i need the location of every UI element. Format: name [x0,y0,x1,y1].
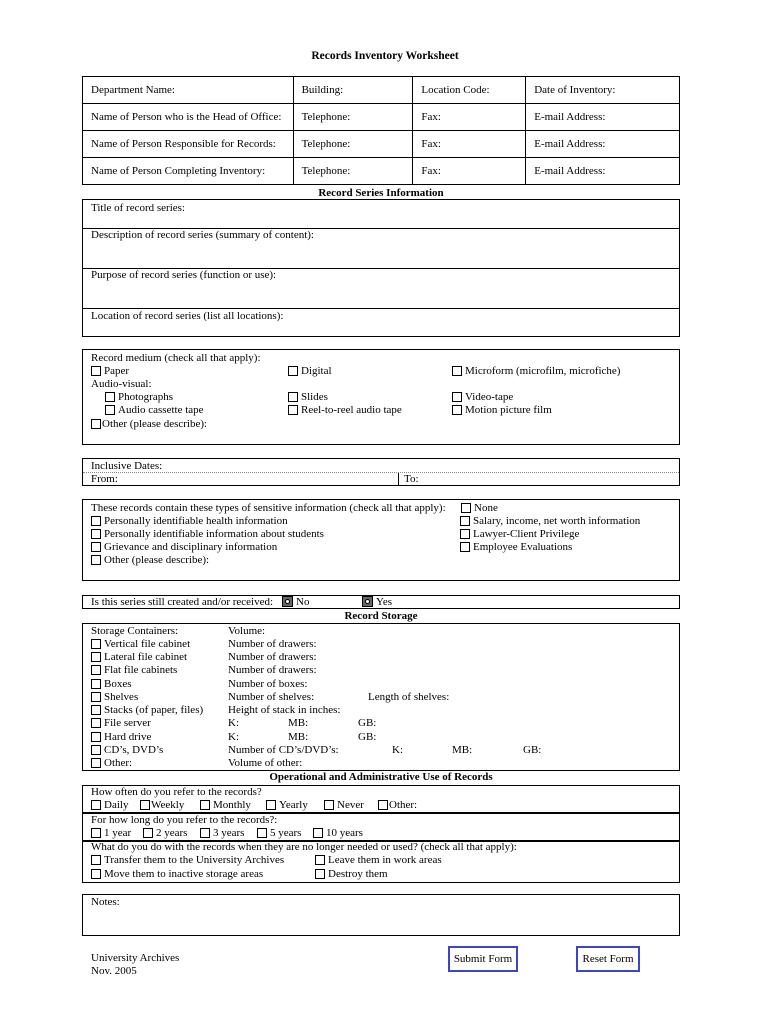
how-often-label: How often do you refer to the records? [91,786,262,798]
sensitive-salary-label: Salary, income, net worth information [473,515,641,527]
checkbox[interactable] [313,828,323,838]
checkbox[interactable] [91,665,101,675]
medium-reel-to-reel[interactable] [288,404,402,417]
storage-boxes[interactable] [91,678,132,691]
storage-volume-field[interactable]: Number of shelves: [228,691,315,703]
sensitive-health-label: Personally identifiable health information [104,515,288,527]
storage-container-label: Other: [104,757,133,769]
table-row [83,131,680,158]
checkbox[interactable] [324,800,334,810]
storage-cds-dvds[interactable] [91,744,163,757]
department-name-field[interactable]: Department Name: [83,77,294,104]
destroy-them[interactable] [315,868,388,881]
checkbox[interactable] [91,555,101,565]
checkbox[interactable] [91,529,101,539]
leave-in-work-areas[interactable] [315,854,442,867]
option-label: Monthly [213,799,251,811]
medium-slides[interactable] [288,391,328,404]
sensitive-students[interactable] [91,528,324,541]
storage-volume-field[interactable]: Volume of other: [228,757,303,769]
option-label: Other: [389,799,418,811]
checkbox[interactable] [140,800,150,810]
location-of-series-field[interactable]: Location of record series (list all locations): [91,310,284,322]
option-label: Leave them in work areas [328,854,442,866]
building-field[interactable]: Building: [293,77,413,104]
storage-volume-field[interactable]: Number of drawers: [228,651,317,663]
checkbox[interactable] [266,800,276,810]
storage-container-label: Boxes [104,678,132,690]
radio-button[interactable] [282,596,293,607]
checkbox[interactable] [257,828,267,838]
option-label: 5 years [270,827,302,839]
no-longer-needed-label: What do you do with the records when they are no longer needed or used? (check all that apply): [91,841,517,853]
medium-other[interactable] [91,418,207,431]
sensitive-other[interactable] [91,554,209,567]
checkbox[interactable] [288,405,298,415]
storage-lateral-file-cabinet[interactable] [91,651,187,664]
option-label: Daily [104,799,129,811]
medium-video-tape-label: Video-tape [465,391,514,403]
location-code-field[interactable]: Location Code: [413,77,526,104]
storage-volume-field[interactable]: Height of stack in inches: [228,704,341,716]
medium-reel-to-reel-label: Reel-to-reel audio tape [301,404,402,416]
notes-label: Notes: [91,896,120,908]
option-label: Yearly [279,799,308,811]
date-of-inventory-field[interactable]: Date of Inventory: [526,77,680,104]
storage-container-label: Flat file cabinets [104,664,178,676]
title-of-series-field[interactable]: Title of record series: [91,202,185,214]
medium-motion-picture[interactable] [452,404,552,417]
storage-stacks[interactable] [91,704,203,717]
checkbox[interactable] [91,705,101,715]
reset-form-button[interactable]: Reset Form [576,946,640,972]
medium-audio-cassette-label: Audio cassette tape [118,404,204,416]
checkbox[interactable] [461,503,471,513]
cds-k-field[interactable]: K: [392,744,403,756]
checkbox[interactable] [91,692,101,702]
sensitive-evaluations[interactable] [460,541,572,554]
inclusive-dates-box [82,458,680,486]
transfer-to-archives[interactable] [91,854,284,867]
still-created-no-label: No [296,596,310,608]
storage-shelves[interactable] [91,691,138,704]
sensitive-info-label: These records contain these types of sensitive information (check all that apply): [91,502,446,514]
contact-info-table [82,76,680,185]
move-to-inactive-storage[interactable] [91,868,263,881]
storage-container-label: CD’s, DVD’s [104,744,164,756]
checkbox[interactable] [200,800,210,810]
option-label: Move them to inactive storage areas [104,868,264,880]
sensitive-none-label: None [474,502,498,514]
checkbox[interactable] [91,419,101,429]
medium-microform[interactable] [452,365,620,378]
completing-email-field[interactable]: E-mail Address: [526,158,680,185]
checkbox[interactable] [315,855,325,865]
checkbox[interactable] [460,542,470,552]
sensitive-lawyer-label: Lawyer-Client Privilege [473,528,580,540]
sensitive-health[interactable] [91,515,288,528]
table-row [83,158,680,185]
medium-photographs-label: Photographs [118,391,173,403]
storage-container-label: Lateral file cabinet [104,651,188,663]
medium-digital-label: Digital [301,365,332,377]
divider [83,308,679,309]
divider [398,472,399,485]
notes-box[interactable] [82,894,680,936]
checkbox[interactable] [460,529,470,539]
sensitive-grievance-label: Grievance and disciplinary information [104,541,278,553]
checkbox[interactable] [452,366,462,376]
checkbox[interactable] [452,405,462,415]
storage-volume-field[interactable]: Number of CD’s/DVD’s: [228,744,339,756]
sensitive-students-label: Personally identifiable information about students [104,528,324,540]
checkbox[interactable] [91,366,101,376]
operational-heading: Operational and Administrative Use of Records [269,771,493,783]
checkbox[interactable] [91,542,101,552]
head-fax-field[interactable]: Fax: [413,104,526,131]
file-server-mb-field[interactable]: MB: [288,717,309,729]
checkbox[interactable] [91,718,101,728]
checkbox[interactable] [288,392,298,402]
length-of-shelves-field[interactable]: Length of shelves: [368,691,450,703]
storage-container-label: Stacks (of paper, files) [104,704,204,716]
option-label: 3 years [213,827,245,839]
storage-volume-field[interactable]: Number of drawers: [228,638,317,650]
radio-button[interactable] [362,596,373,607]
still-created-no[interactable] [282,596,309,609]
record-series-heading: Record Series Information [318,187,444,199]
head-of-office-field[interactable]: Name of Person who is the Head of Office: [83,104,294,131]
checkbox[interactable] [105,392,115,402]
storage-volume-field[interactable]: Number of drawers: [228,664,317,676]
storage-containers-label: Storage Containers: [91,625,179,637]
file-server-k-field[interactable]: K: [228,717,239,729]
cds-gb-field[interactable]: GB: [523,744,542,756]
completing-person-field[interactable]: Name of Person Completing Inventory: [83,158,294,185]
medium-video-tape[interactable] [452,391,513,404]
completing-telephone-field[interactable]: Telephone: [293,158,413,185]
sensitive-evaluations-label: Employee Evaluations [473,541,573,553]
how-often-daily[interactable] [91,799,128,812]
footer-date: Nov. 2005 [91,965,137,977]
divider [83,472,679,473]
checkbox[interactable] [91,516,101,526]
how-long-10-years[interactable] [313,827,363,840]
storage-volume-field[interactable]: Number of boxes: [228,678,308,690]
record-medium-label: Record medium (check all that apply): [91,352,261,364]
hard-drive-gb-field[interactable]: GB: [358,731,377,743]
medium-digital[interactable] [288,365,332,378]
checkbox[interactable] [452,392,462,402]
storage-container-label: File server [104,717,151,729]
medium-motion-picture-label: Motion picture film [465,404,552,416]
table-row [83,77,680,104]
head-email-field[interactable]: E-mail Address: [526,104,680,131]
how-often-never[interactable] [324,799,364,812]
responsible-fax-field[interactable]: Fax: [413,131,526,158]
how-long-3-years[interactable] [200,827,244,840]
storage-container-label: Hard drive [104,731,152,743]
sensitive-salary[interactable] [460,515,640,528]
sensitive-lawyer[interactable] [460,528,579,541]
how-often-monthly[interactable] [200,799,251,812]
audio-visual-label: Audio-visual: [91,378,152,390]
file-server-gb-field[interactable]: GB: [358,717,377,729]
checkbox[interactable] [91,869,101,879]
how-often-weekly[interactable] [140,799,184,812]
sensitive-none[interactable] [461,502,498,515]
option-label: 1 year [104,827,132,839]
inclusive-dates-label: Inclusive Dates: [91,460,163,472]
volume-label: Volume: [228,625,266,637]
medium-photographs[interactable] [105,391,173,404]
storage-hard-drive[interactable] [91,731,151,744]
responsible-person-field[interactable]: Name of Person Responsible for Records: [83,131,294,158]
checkbox[interactable] [91,855,101,865]
checkbox[interactable] [91,745,101,755]
how-long-1-year[interactable] [91,827,131,840]
table-row [83,104,680,131]
option-label: 2 years [156,827,188,839]
how-often-yearly[interactable] [266,799,308,812]
medium-other-label: Other (please describe): [102,418,208,430]
checkbox[interactable] [91,732,101,742]
option-label: 10 years [326,827,363,839]
storage-flat-file-cabinets[interactable] [91,664,177,677]
checkbox[interactable] [91,800,101,810]
storage-vertical-file-cabinet[interactable] [91,638,190,651]
head-telephone-field[interactable]: Telephone: [293,104,413,131]
hard-drive-k-field[interactable]: K: [228,731,239,743]
medium-microform-label: Microform (microfilm, microfiche) [465,365,621,377]
still-created-yes[interactable] [362,596,392,609]
checkbox[interactable] [91,758,101,768]
responsible-email-field[interactable]: E-mail Address: [526,131,680,158]
checkbox[interactable] [91,679,101,689]
checkbox[interactable] [200,828,210,838]
storage-other[interactable] [91,757,132,770]
medium-audio-cassette[interactable] [105,404,204,417]
how-long-2-years[interactable] [143,827,187,840]
still-created-label: Is this series still created and/or received: [91,596,274,608]
page-title: Records Inventory Worksheet [311,50,459,62]
checkbox[interactable] [460,516,470,526]
date-to-field[interactable]: To: [404,473,419,485]
checkbox[interactable] [143,828,153,838]
description-field[interactable]: Description of record series (summary of content): [91,229,314,241]
checkbox[interactable] [91,652,101,662]
cds-mb-field[interactable]: MB: [452,744,473,756]
storage-file-server[interactable] [91,717,151,730]
purpose-field[interactable]: Purpose of record series (function or use): [91,269,277,281]
option-label: Never [337,799,364,811]
checkbox[interactable] [91,828,101,838]
medium-paper-label: Paper [104,365,130,377]
option-label: Transfer them to the University Archives [104,854,285,866]
sensitive-grievance[interactable] [91,541,277,554]
sensitive-other-label: Other (please describe): [104,554,210,566]
checkbox[interactable] [378,800,388,810]
checkbox[interactable] [315,869,325,879]
storage-container-label: Shelves [104,691,139,703]
submit-form-button[interactable]: Submit Form [448,946,518,972]
how-long-5-years[interactable] [257,827,301,840]
footer-org: University Archives [91,952,180,964]
storage-container-label: Vertical file cabinet [104,638,191,650]
medium-slides-label: Slides [301,391,328,403]
still-created-yes-label: Yes [376,596,393,608]
checkbox[interactable] [91,639,101,649]
option-label: Destroy them [328,868,388,880]
checkbox[interactable] [288,366,298,376]
record-storage-heading: Record Storage [344,610,418,622]
how-often-other[interactable] [378,799,417,812]
completing-fax-field[interactable]: Fax: [413,158,526,185]
how-long-label: For how long do you refer to the records?: [91,814,278,826]
date-from-field[interactable]: From: [91,473,118,485]
option-label: Weekly [151,799,185,811]
checkbox[interactable] [105,405,115,415]
medium-paper[interactable] [91,365,129,378]
hard-drive-mb-field[interactable]: MB: [288,731,309,743]
responsible-telephone-field[interactable]: Telephone: [293,131,413,158]
